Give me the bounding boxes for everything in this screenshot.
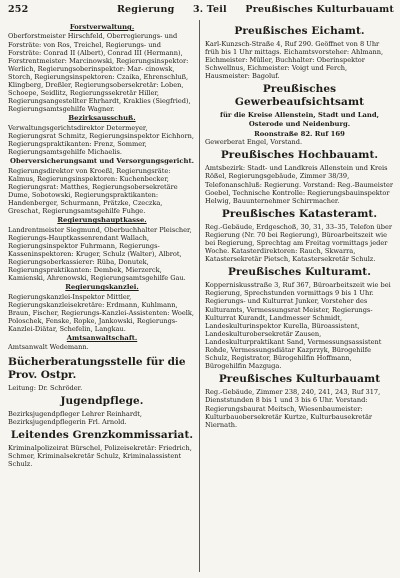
kataster-text: Reg.-Gebäude, Erdgeschoß, 30, 31, 33–35, Telefon über Regierung (Nr. 70 bei Regierung), Büroarbeitszeit wie bei Regierung, Sprechtag am Freitag vormittags jeder Woche. Katasterdirektoren: Rauch, Skwarra, Katastersekretär Pietsch, Katastersekretär Schulz. [205,222,393,264]
gewerbe-text: Gewerberat Engel, Vorstand. [205,138,303,147]
amtsanwalt-heading: Amtsanwaltschaft. [66,334,138,343]
eichamt-text: Karl-Kunzsch-Straße 4, Ruf 290. Geöffnet von 8 Uhr früh bis 1 Uhr mittags. Eichamtsvorsteher: Ahlmann, Eichmeister: Müller, Buchhalter: Oberinspektor Schwellnus, Eichmeister: Voigt und Ferch, Hausmeister: Bagoluf. [205,40,384,81]
kanzlei-heading: Regierungskanzlei. [65,283,139,292]
ober-text: Regierungsdirektor von Kroeßl, Regierungsräte: Kalmus, Regierungsinspektoren: Kuchenbecker, Regierungsrat: Matthes, Regierungsobersekretäre Dume, Sobotowski, Regierungspraktikanten: Handenberger, Schurmann, Prätzke, Czeczka, Greschat, Regierungsamtsgehilfe Fuhge. [8,166,178,215]
department-title: Regierung [116,4,175,15]
part-label: 3. Teil [192,4,227,15]
gewerbe-subheading: für die Kreise Allenstein, Stadt und Land, Osterode und Neidenburg. [220,111,379,129]
column-divider [199,20,200,572]
gewerbe-heading: Preußisches Gewerbeaufsichtsamt [234,83,365,109]
bezirk-heading: Bezirksausschuß. [68,114,136,123]
kulturbau-heading: Preußisches Kulturbauamt [218,373,381,386]
forst-text: Oberforstmeister Hirschfeld, Oberregierungs- und Forsträte: von Ros, Treichel, Regierungs- und Forsträte: Conrad II (Albert), Conrad III (Hermann), Forstrentmeister: Marcinowski, Regierungsinspektor: Werlich, Regierungsoberinspektor: Mar- cinowsk, Storch, Regierungsinspektoren: Czaika, Ehrenschluß, Klingberg, Dreßler, Regierungsobersekretär: Loben, Schoepe, Seidlitz, Regierungssekretär Hiller, Regierungsangestellter Ehrhardt, Kraklies (Siegfried), Regierungsamtsgehilfe Wagner. [8,32,191,114]
jugend-text: Bezirksjugendpfleger Lehrer Reinhardt, Bezirksjugendpflegerin Frl. Arnold. [8,409,142,426]
hochbau-text: Amtsbezirk: Stadt- und Landkreis Allenstein und Kreis Rößel, Regierungsgebäude, Zimmer 38/39, Telefonanschluß: Regierung. Vorstand: Reg.-Baumeister Goebel, Technische Kontrolle: Regierungsbauinspektor Helwig, Bauunternehmer Schirrmacher. [205,164,394,205]
buecher-text: Leitung: Dr. Schröder. [8,383,83,392]
buecher-heading: Bücherberatungsstelle für die Prov. Ostpr. [8,355,186,381]
kulturbau-text: Reg.-Gebäude, Zimmer 238, 240, 241, 243, Ruf 317, Dienststunden 8 bis 1 und 3 bis 6 Uhr. Vorstand: Regierungsbaurat Meitsch, Wiesenbaumeister: Kulturbauobersekretär Kurtze, Kulturbausekretär Niernath. [205,388,381,429]
forst-heading: Forstverwaltung. [69,23,135,31]
running-head [8,6,394,20]
bezirk-text: Verwaltungsgerichtsdirektor Determeyer, Regierungsrat Schmitz, Regierungsinspektor Eichhorn, Regierungspraktikanten: Frenz, Sommer, Regierungsamtsgehilfe Michaelis. [8,123,194,157]
kataster-heading: Preußisches Katasteramt. [221,207,378,220]
amtsanwalt-text: Amtsanwalt Wedemann. [8,343,89,352]
state-authority-title: Preußisches Kulturbauamt [245,4,394,15]
ober-heading: Oberversicherungsamt und Versorgungsgericht. [10,157,194,166]
grenz-text: Kriminalpolizeirat Bürschel, Polizeisekretär: Friedrich, Schmer, Kriminalsekretär Schulz, Kriminalassistent Schulz. [8,443,192,468]
kulturamt-heading: Preußisches Kulturamt. [227,266,372,279]
haupt-heading: Regierungshauptkasse. [57,216,147,225]
eichamt-heading: Preußisches Eichamt. [234,25,365,37]
jugend-heading: Jugendpflege. [60,394,144,407]
grenz-heading: Leitendes Grenzkommissariat. [10,428,194,441]
haupt-text: Landrentmeister Siegmund, Oberbuchhalter Pleischer, Regierungs-Hauptkassenrendant Wallach, Regierungsinspektor Fuhrmann, Regierungs-Kasseninspektoren: Kruger, Schulz (Walter), Albrot, Regierungsoberkassierer: Rüba, Donutek, Regierungspraktikanten: Dembek, Mierzerck, Kamienski, Ahrenowski, Regierungsamtsgehilfe Gau. [8,225,192,283]
right-column [205,22,394,429]
gewerbe-address: Roonstraße 82. Ruf 169 [254,129,345,138]
kulturamt-text: Kopperniskusstraße 3, Ruf 367, Büroarbeitszeit wie bei Regierung, Sprechstunden vormittags 9 bis 1 Uhr. Regierungs- und Kulturrat Junker, Vorsteher des Kulturamts, Vermessungsrat Meister, Regierungs-Kulturrat Kurandt, Landmesser Schmidt, Landeskulturinspektor Kurella, Büroassistent, Landeskulturobersekretär Zausen, Landeskulturpraktikant Sand, Vermessungsassistent Rohde, Vermessungsdiätar Kazprzyk, Bürogehilfe Schulz, Registrator, Bürogehilfin Hoffmann, Bürogehilfin Mazguga. [205,281,391,371]
hochbau-heading: Preußisches Hochbauamt. [220,149,379,162]
page-number: 252 [8,4,29,15]
left-column [8,22,196,468]
kanzlei-text: Regierungskanzlei-Inspektor Mittler, Regierungskanzleisekretäre: Erdmann, Kuhlmann, Braun, Fischer, Regierungs-Kanzlei-Assistenten: Woelk, Poloschek, Fenske, Ropke, Jankowski, Regierungs-Kanzlei-Diätar, Schefelin, Langkau. [8,292,194,333]
